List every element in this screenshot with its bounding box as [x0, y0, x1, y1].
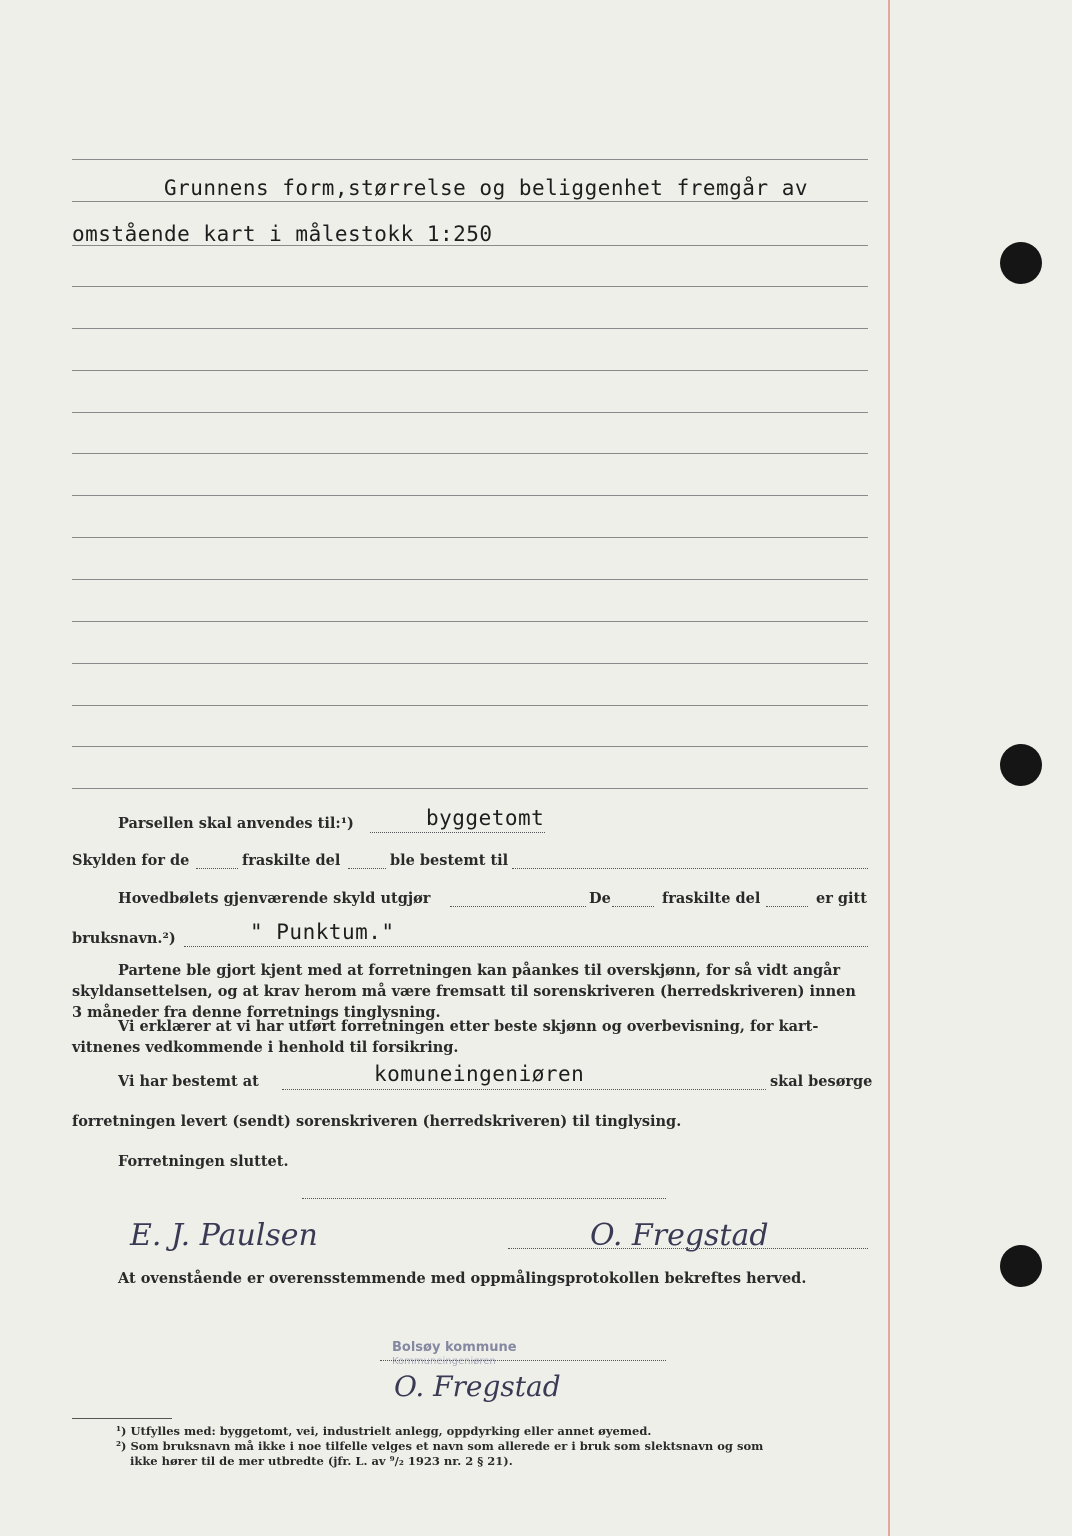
ruled-line	[72, 370, 868, 371]
hovedbolet-label-3: fraskilte del	[662, 890, 761, 907]
ruled-line	[72, 412, 868, 413]
fill-line	[370, 832, 545, 833]
ruled-line	[72, 746, 868, 747]
footnote-rule	[72, 1418, 172, 1419]
typed-heading-line2: omstående kart i målestokk 1:250	[72, 222, 493, 246]
bestemt-value: komuneingeniøren	[374, 1062, 585, 1086]
footnote-2-line1: ²) Som bruksnavn må ikke i noe tilfelle velges et navn som allerede er i bruk som slektsnavn og som	[116, 1439, 764, 1453]
ruled-line	[72, 579, 868, 580]
ruled-line	[72, 286, 868, 287]
fill-line	[282, 1089, 766, 1090]
ruled-line	[72, 328, 868, 329]
text-line: skyldansettelsen, og at krav herom må være fremsatt til sorenskriveren (herredskriveren) innen	[72, 983, 856, 1000]
fill-line	[450, 906, 586, 907]
besorge-label: skal besørge	[770, 1073, 873, 1090]
parsellen-value: byggetomt	[426, 806, 545, 830]
fill-line	[766, 906, 808, 907]
fill-line	[184, 946, 868, 947]
ruled-line	[72, 159, 868, 160]
appeal-paragraph	[72, 960, 872, 1023]
fill-line	[512, 868, 868, 869]
hovedbolet-label-1: Hovedbølets gjenværende skyld utgjør	[118, 890, 431, 907]
bruksnavn-value: " Punktum."	[250, 920, 395, 944]
red-margin-line	[888, 0, 890, 1536]
text-line: vitnenes vedkommende i henhold til forsikring.	[72, 1039, 459, 1056]
fill-line	[612, 906, 654, 907]
stamp-sub: Kommuneingeniøren	[392, 1356, 496, 1367]
bestemt-label: Vi har bestemt at	[118, 1073, 259, 1090]
certify-line: At ovenstående er overensstemmende med oppmålingsprotokollen bekreftes herved.	[118, 1270, 807, 1287]
punch-hole	[1000, 744, 1042, 786]
fill-line	[348, 868, 386, 869]
hovedbolet-label-2: De	[589, 890, 611, 907]
signature-left: E. J. Paulsen	[130, 1218, 318, 1253]
signature-line	[508, 1248, 868, 1249]
parsellen-label: Parsellen skal anvendes til:¹)	[118, 815, 354, 832]
ruled-line	[72, 705, 868, 706]
text-line: 3 måneder fra denne forretnings tinglysning.	[72, 1004, 441, 1021]
signature-bottom: O. Fregstad	[394, 1370, 561, 1403]
signature-line	[380, 1360, 666, 1361]
bruksnavn-label: bruksnavn.²)	[72, 930, 176, 947]
text-line: Vi erklærer at vi har utført forretningen etter beste skjønn og overbevisning, for kart-	[118, 1018, 819, 1035]
fill-line	[196, 868, 238, 869]
ruled-line	[72, 495, 868, 496]
footnote-1: ¹) Utfylles med: byggetomt, vei, industrielt anlegg, oppdyrking eller annet øyemed.	[116, 1424, 652, 1438]
levert-line: forretningen levert (sendt) sorenskriveren (herredskriveren) til tinglysing.	[72, 1113, 682, 1130]
text-line: Partene ble gjort kjent med at forretningen kan påankes til overskjønn, for så vidt angår	[118, 962, 841, 979]
declaration-paragraph	[72, 1016, 872, 1058]
signature-line	[302, 1198, 666, 1199]
hovedbolet-label-4: er gitt	[816, 890, 867, 907]
skylden-label-3: ble bestemt til	[390, 852, 509, 869]
ruled-line	[72, 537, 868, 538]
punch-hole	[1000, 1245, 1042, 1287]
skylden-label-2: fraskilte del	[242, 852, 341, 869]
ruled-line	[72, 453, 868, 454]
skylden-label-1: Skylden for de	[72, 852, 190, 869]
ruled-line	[72, 621, 868, 622]
sluttet-line: Forretningen sluttet.	[118, 1153, 289, 1170]
footnote-2-line2: ikke hører til de mer utbredte (jfr. L. av ⁹/₂ 1923 nr. 2 § 21).	[130, 1454, 513, 1468]
ruled-line	[72, 201, 868, 202]
signature-right: O. Fregstad	[590, 1218, 769, 1253]
ruled-line	[72, 788, 868, 789]
stamp-text: Bolsøy kommune	[392, 1340, 517, 1355]
typed-heading-line1: Grunnens form,størrelse og beliggenhet fremgår av	[164, 176, 809, 200]
punch-hole	[1000, 242, 1042, 284]
ruled-line	[72, 663, 868, 664]
